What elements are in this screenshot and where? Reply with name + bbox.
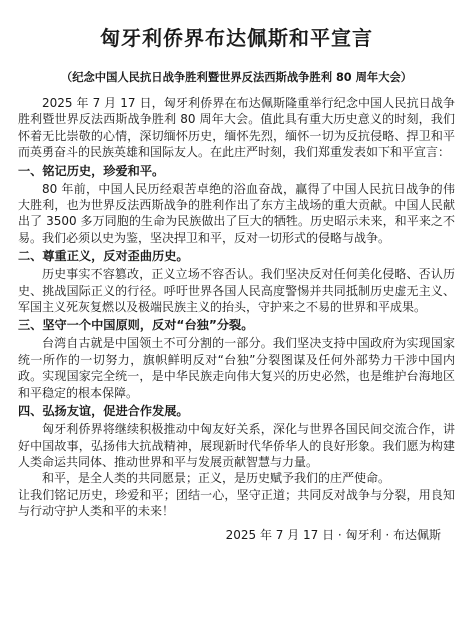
document-title: 匈牙利侨界布达佩斯和平宣言	[100, 26, 373, 50]
section-1-heading: 一、铭记历史，珍爱和平。	[18, 163, 165, 178]
section-1-body: 80 年前，中国人民历经艰苦卓绝的浴血奋战，赢得了中国人民抗日战争的伟大胜利，也为世界反法西斯战争的胜利作出了东方主战场的重大贡献。中国人民献出了 3500 多万同胞的生命为民族做出了巨大的牺牲。历史昭示未来，和平来之不易。我们必须以史为鉴，坚决捍卫和平，反对一切形式的侵略与战争。	[18, 181, 455, 245]
closing-paragraph-1: 和平，是全人类的共同愿景；正义，是历史赋予我们的庄严使命。	[42, 471, 391, 486]
intro-paragraph: 2025 年 7 月 17 日，匈牙利侨界在布达佩斯隆重举行纪念中国人民抗日战争胜利暨世界反法西斯战争胜利 80 周年大会。值此具有重大历史意义的时刻，我们怀着无比崇敬的心情，深切缅怀历史，缅怀先烈，缅怀一切为反抗侵略、捍卫和平而英勇奋斗的民族英雄和国际友人。在此庄严时刻，我们郑重发表如下和平宣言：	[18, 96, 455, 160]
section-3-heading: 三、坚守一个中国原则，反对“台独”分裂。	[18, 318, 254, 333]
signature-line: 2025 年 7 月 17 日 · 匈牙利 · 布达佩斯	[225, 527, 441, 542]
section-2-heading: 二、尊重正义，反对歪曲历史。	[18, 249, 189, 264]
section-4-heading: 四、弘扬友谊，促进合作发展。	[18, 404, 189, 419]
section-4-body: 匈牙利侨界将继续积极推动中匈友好关系，深化与世界各国民间交流合作，讲好中国故事，弘扬伟大抗战精神，展现新时代华侨华人的良好形象。我们愿为构建人类命运共同体、推动世界和平与发展贡献智慧与力量。	[18, 422, 455, 469]
document-subtitle: （纪念中国人民抗日战争胜利暨世界反法西斯战争胜利 80 周年大会）	[60, 71, 413, 84]
closing-paragraph-2: 让我们铭记历史，珍爱和平；团结一心，坚守正道；共同反对战争与分裂，用良知与行动守护人类和平的未来！	[18, 487, 455, 519]
section-3-body: 台湾自古就是中国领土不可分割的一部分。我们坚决支持中国政府为实现国家统一所作的一切努力，旗帜鲜明反对“台独”分裂图谋及任何外部势力干涉中国内政。实现国家完全统一，是中华民族走向伟大复兴的历史必然，也是维护台海地区和平稳定的根本保障。	[18, 336, 455, 400]
section-2-body: 历史事实不容篡改，正义立场不容否认。我们坚决反对任何美化侵略、否认历史、挑战国际正义的行径。呼吁世界各国人民高度警惕并共同抵制历史虚无主义、军国主义死灰复燃以及极端民族主义的抬头，守护来之不易的世界和平成果。	[18, 267, 455, 315]
